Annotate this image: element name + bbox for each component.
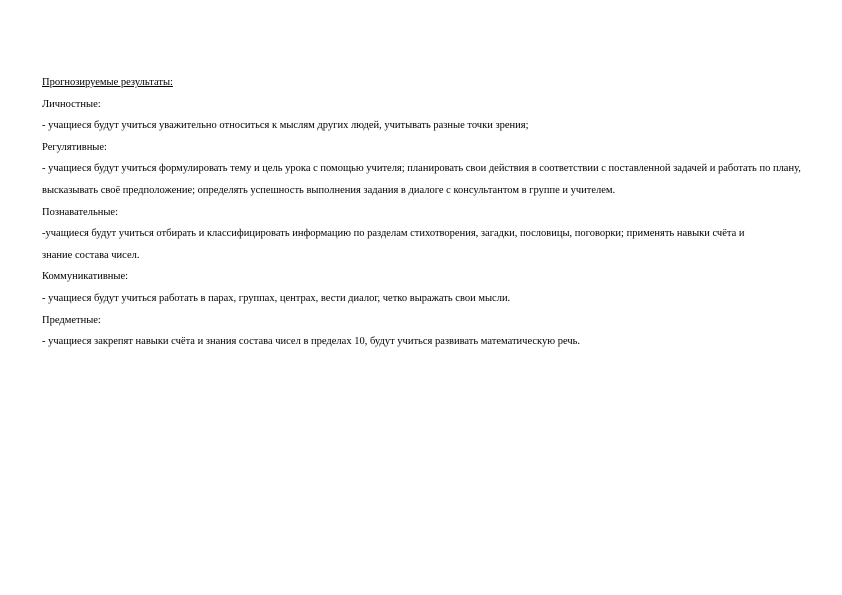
section-text-regulatory: - учащиеся будут учиться формулировать тему и цель урока с помощью учителя; планировать свои действия в соответствии с поставленной задачей и работать по плану, высказывать своё предположение; определять успешность выполнения задания в диалоге с консультантом в группе и учителем.: [42, 163, 801, 196]
main-heading: Прогнозируемые результаты:: [42, 77, 173, 88]
section-label-communicative: Коммуникативные:: [42, 271, 129, 283]
section-label-regulatory: Регулятивные:: [42, 141, 107, 153]
section-text-cognitive: -учащиеся будут учиться отбирать и классифицировать информацию по разделам стихотворения, загадки, пословицы, поговорки; применять навыки счёта и знание состава чисел.: [42, 228, 745, 261]
section-label-subject: Предметные:: [42, 314, 101, 326]
section-text-subject: - учащиеся закрепят навыки счёта и знания состава чисел в пределах 10, будут учиться развивать математическую речь.: [42, 336, 581, 348]
document-body: [42, 72, 812, 353]
section-text-communicative: - учащиеся будут учиться работать в парах, группах, центрах, вести диалог, четко выражать свои мысли.: [42, 292, 511, 304]
section-label-personal: Личностные:: [42, 98, 101, 110]
section-label-cognitive: Познавательные:: [42, 206, 118, 218]
section-text-personal: - учащиеся будут учиться уважительно относиться к мыслям других людей, учитывать разные точки зрения;: [42, 120, 529, 132]
